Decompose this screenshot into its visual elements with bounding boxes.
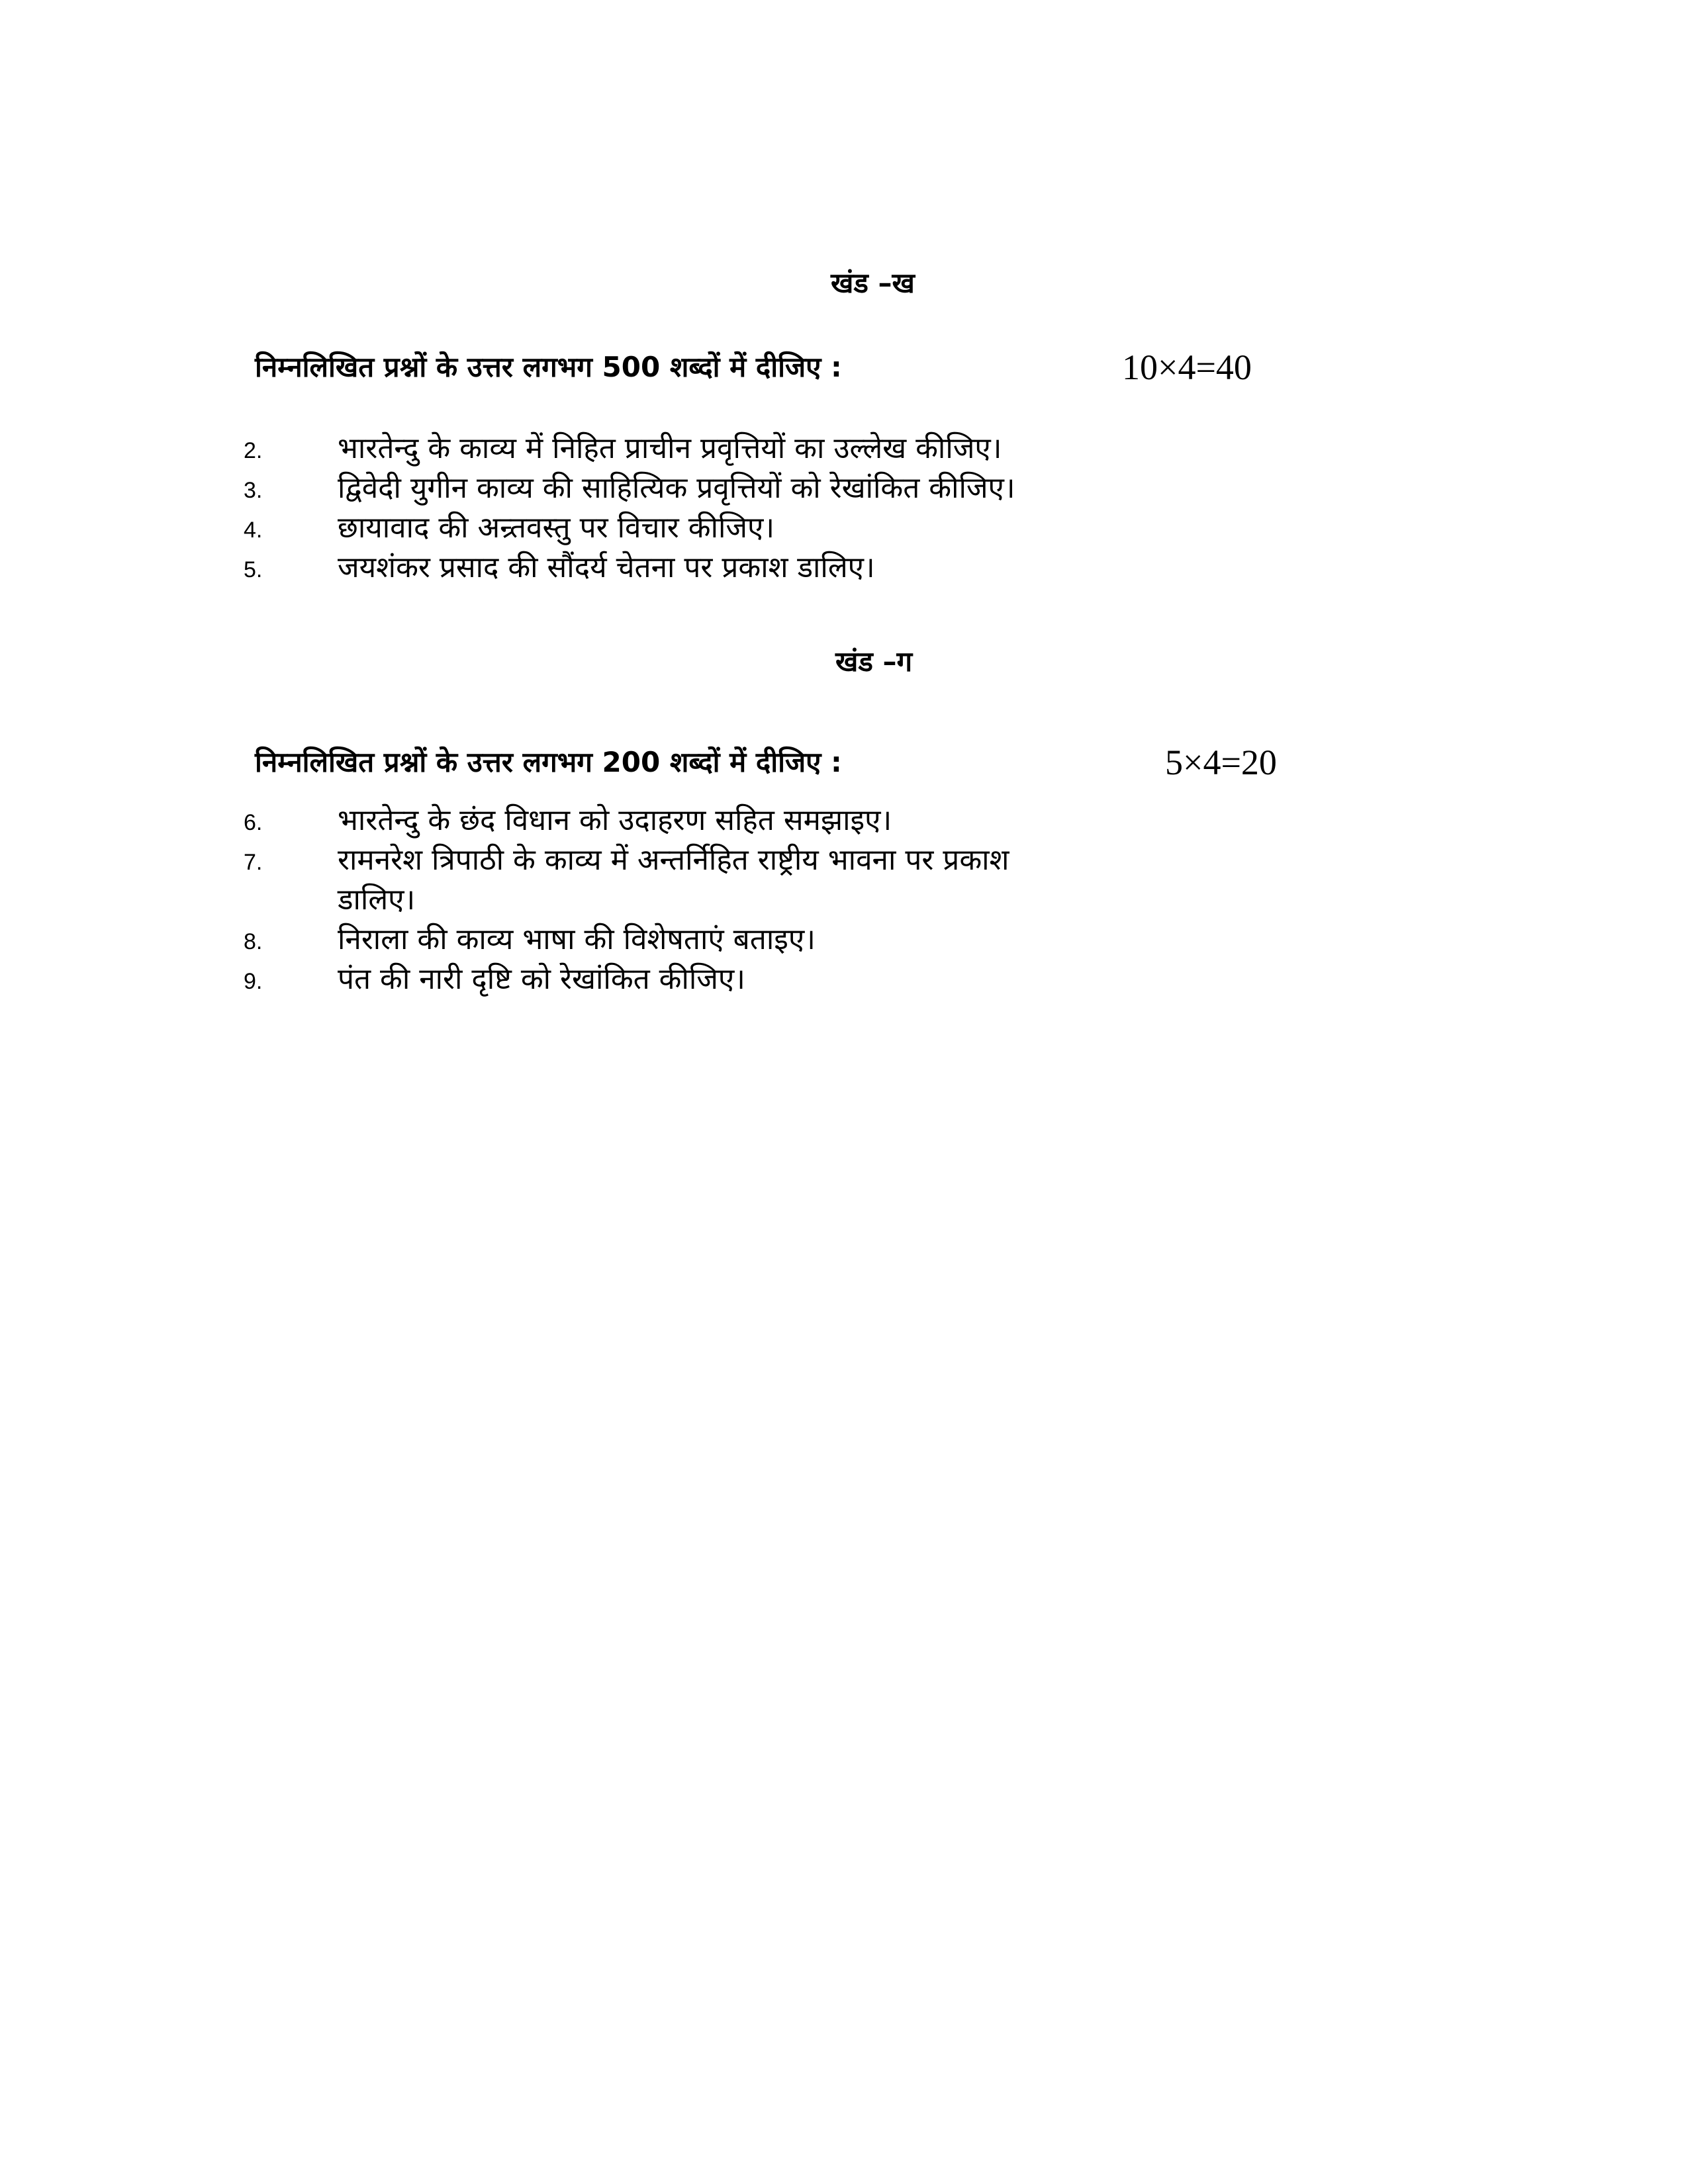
question-text: पंत की नारी दृष्टि को रेखांकित कीजिए। — [338, 962, 745, 996]
question-text: छायावाद की अन्र्तवस्तु पर विचार कीजिए। — [338, 511, 775, 545]
question-text: रामनरेश त्रिपाठी के काव्य में अन्तर्निहित राष्ट्रीय भावना पर प्रकाश — [338, 843, 1009, 877]
question-number: 6. — [244, 810, 263, 835]
section-b-heading: खंड –ख — [831, 267, 915, 299]
question-text: निराला की काव्य भाषा की विशेषताएं बताइए। — [338, 923, 816, 956]
section-c-heading: खंड –ग — [835, 645, 913, 678]
question-text: भारतेन्दु के काव्य में निहित प्राचीन प्रवृत्तियों का उल्लेख कीजिए। — [338, 432, 1002, 465]
question-number: 2. — [244, 438, 263, 463]
section-b-marks: 10×4=40 — [1122, 347, 1252, 387]
question-text: भारतेन्दु के छंद विधान को उदाहरण सहित समझाइए। — [338, 803, 892, 837]
question-number: 3. — [244, 478, 263, 503]
question-text-continuation: डालिए। — [338, 883, 416, 917]
question-number: 4. — [244, 518, 263, 543]
question-text: द्विवेदी युगीन काव्य की साहित्यिक प्रवृत्तियों को रेखांकित कीजिए। — [338, 471, 1015, 505]
question-number: 7. — [244, 850, 263, 875]
question-number: 5. — [244, 557, 263, 582]
question-number: 8. — [244, 929, 263, 954]
question-text: जयशंकर प्रसाद की सौंदर्य चेतना पर प्रकाश डालिए। — [338, 551, 875, 584]
question-number: 9. — [244, 969, 263, 994]
section-c-marks: 5×4=20 — [1165, 743, 1277, 782]
section-c-instruction: निम्नलिखित प्रश्नों के उत्तर लगभग 200 शब्दों में दीजिए : — [255, 746, 842, 778]
section-b-instruction: निम्नलिखित प्रश्नों के उत्तर लगभग 500 शब्दों में दीजिए : — [255, 351, 842, 383]
